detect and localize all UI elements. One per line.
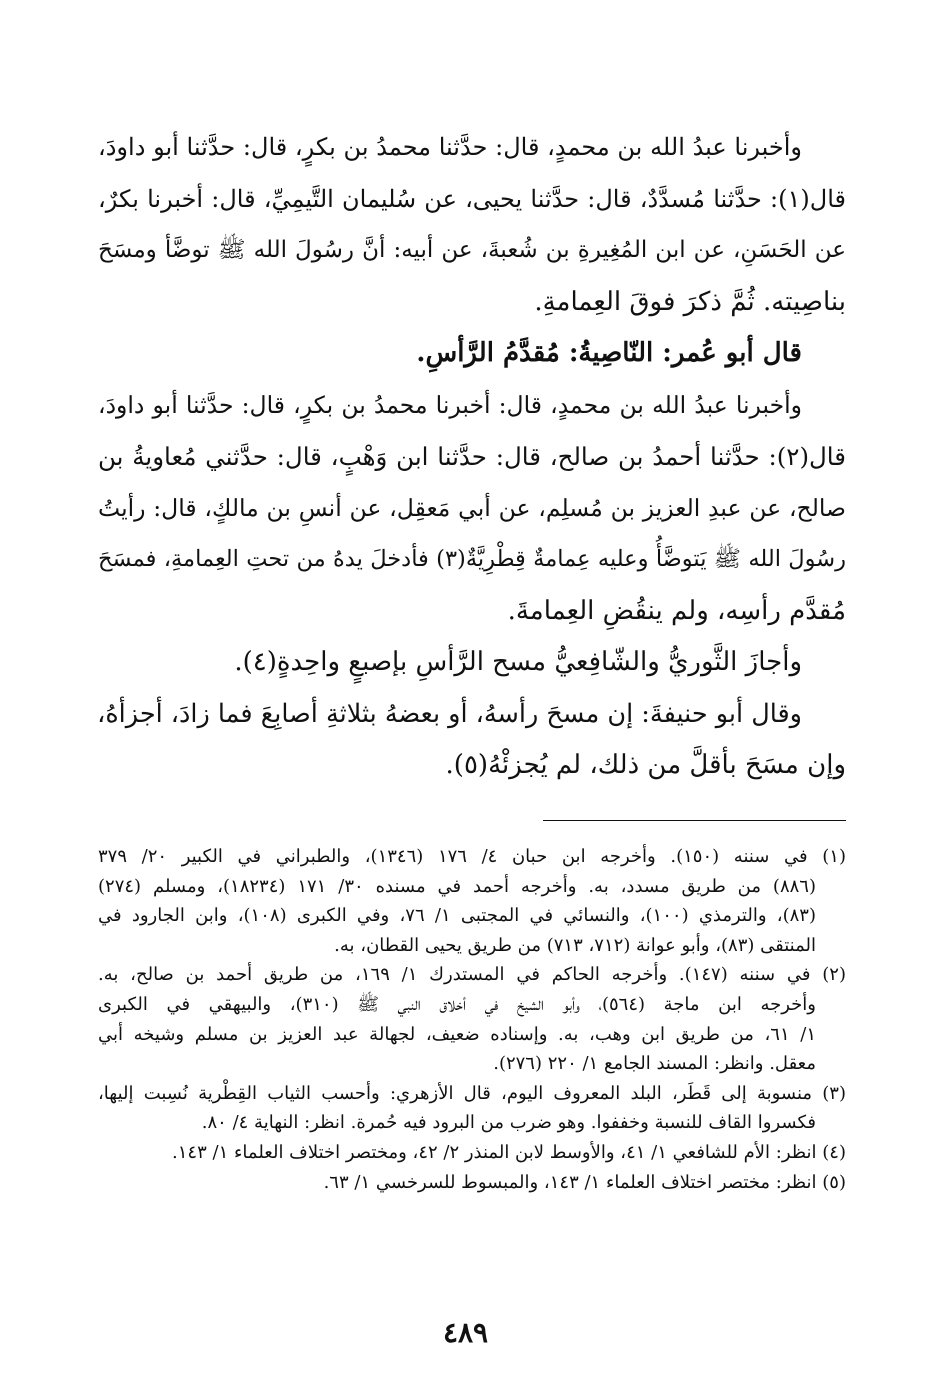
section-heading: قال أبو عُمر: النّاصِيةُ: مُقدَّمُ الرَّأسِ. <box>416 338 802 368</box>
footnote-divider <box>543 820 846 821</box>
text-line: صالح، عن عبدِ العزيز بن مُسلِم، عن أبي مَعقِل، عن أنسِ بن مالكٍ، قال: رأيتُ <box>98 493 846 522</box>
footnote-line: (١) في سننه (١٥٠). وأخرجه ابن حبان ٤/ ١٧٦ (١٣٤٦)، والطبراني في الكبير ٢٠/ ٣٧٩ <box>98 846 846 867</box>
page-number: ٤٨٩ <box>442 1316 489 1349</box>
main-text <box>98 122 846 792</box>
footnote-line: (٣) منسوبة إلى قَطَر، البلد المعروف اليوم، قال الأزهري: وأحسب الثياب القِطْرية نُسِبت إليها، <box>98 1082 846 1104</box>
footnote-line: (٤) انظر: الأم للشافعي ١/ ٤١، والأوسط لابن المنذر ٢/ ٤٢، ومختصر اختلاف العلماء ١/ ١٤٣. <box>172 1141 846 1163</box>
footnote-line: ١/ ٦١، من طريق ابن وهب، به. وإسناده ضعيف، لجهالة عبد العزيز بن مسلم وشيخه أبي <box>98 1023 816 1045</box>
footnote-line: (٢) في سننه (١٤٧). وأخرجه الحاكم في المستدرك ١/ ١٦٩، من طريق أحمد بن صالح، به. <box>98 964 846 986</box>
text-line: وأخبرنا عبدُ الله بن محمدٍ، قال: حدَّثنا محمدُ بن بكرٍ، قال: حدَّثنا أبو داودَ، <box>98 133 802 161</box>
footnote-line: المنتقى (٨٣)، وأبو عوانة (٧١٢، ٧١٣) من طريق يحيى القطان، به. <box>334 934 816 956</box>
footnote-line: معقل. وانظر: المسند الجامع ١/ ٢٢٠ (٢٧٦). <box>493 1053 816 1075</box>
text-line: مُقدَّم رأسِه، ولم ينقُضِ العِمامةَ. <box>507 595 846 626</box>
text-line: قال(١): حدَّثنا مُسدَّدٌ، قال: حدَّثنا يحيى، عن سُليمان التَّيمِيِّ، قال: أخبرنا بكرٌ، <box>98 184 846 213</box>
footnote-line: (٨٣)، والترمذي (١٠٠)، والنسائي في المجتبى ١/ ٧٦، وفي الكبرى (١٠٨)، وابن الجارود في <box>98 905 816 927</box>
text-line: رسُولَ الله ﷺ يَتوضَّأُ وعليه عِمامةٌ قِطْرِيَّةٌ(٣) فأدخلَ يدهُ من تحتِ العِمامةِ، فمسَحَ <box>98 546 846 572</box>
text-line: قال(٢): حدَّثنا أحمدُ بن صالح، قال: حدَّثنا ابن وَهْبٍ، قال: حدَّثني مُعاويةُ بن <box>98 442 846 471</box>
text-line: وأجازَ الثَّوريُّ والشّافِعيُّ مسح الرَّأسِ بإصبعٍ واحِدةٍ(٤). <box>234 647 802 677</box>
footnotes <box>98 842 846 1197</box>
footnote-line: (٥) انظر: مختصر اختلاف العلماء ١/ ١٤٣، والمبسوط للسرخسي ١/ ٦٣. <box>323 1171 846 1193</box>
text-line: وأخبرنا عبدُ الله بن محمدٍ، قال: أخبرنا محمدُ بن بكرٍ، قال: حدَّثنا أبو داودَ، <box>98 390 802 419</box>
footnote-line: وأخرجه ابن ماجة (٥٦٤)، وأبو الشيخ في أخلاق النبي ﷺ (٣١٠)، والبيهقي في الكبرى <box>98 993 816 1015</box>
text-line: وقال أبو حنيفةَ: إن مسحَ رأسهُ، أو بعضهُ بثلاثةِ أصابِعَ فما زادَ، أجزأهُ، <box>97 698 802 729</box>
text-line: وإن مسَحَ بأقلَّ من ذلك، لم يُجزئْهُ(٥). <box>445 750 846 780</box>
footnote-line: فكسروا القاف للنسبة وخففوا. وهو ضرب من البرود فيه حُمرة. انظر: النهاية ٤/ ٨٠. <box>201 1112 816 1134</box>
text-line: بناصِيته. ثُمَّ ذكرَ فوقَ العِمامةِ. <box>534 286 846 317</box>
text-line: عن الحَسَنِ، عن ابن المُغِيرةِ بن شُعبةَ، عن أبيه: أنَّ رسُولَ الله ﷺ توضَّأ ومسَحَ <box>98 237 846 263</box>
footnote-line: (٨٨٦) من طريق مسدد، به. وأخرجه أحمد في مسنده ٣٠/ ١٧١ (١٨٢٣٤)، ومسلم (٢٧٤) <box>98 875 816 897</box>
